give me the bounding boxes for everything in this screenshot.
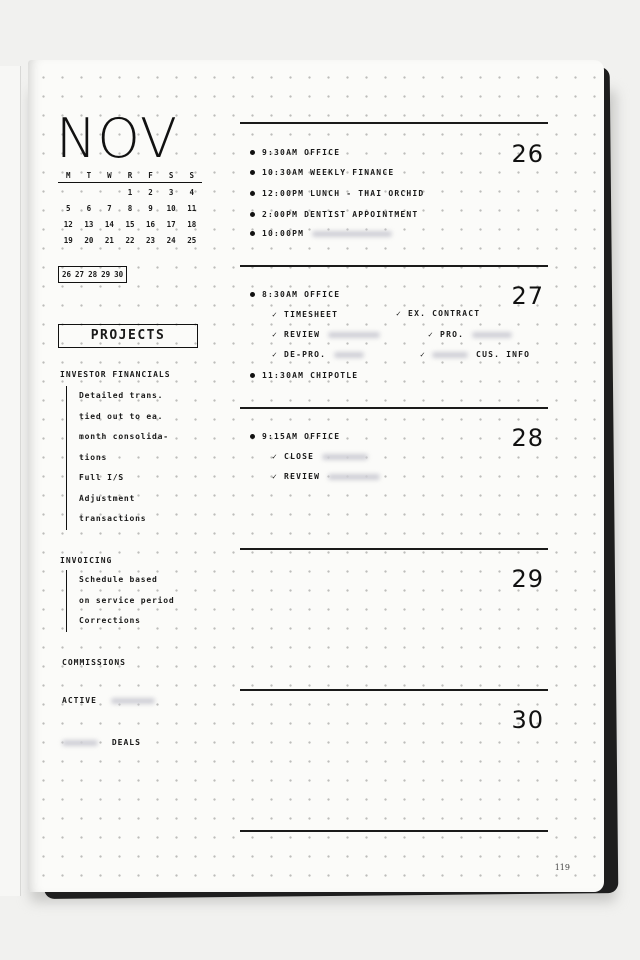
facing-page-edge <box>0 66 21 896</box>
investor-financials-notes <box>66 386 219 530</box>
calendar-day: 10 <box>166 204 176 213</box>
calendar-day: 12 <box>63 220 73 229</box>
note-line: Corrections <box>79 616 141 625</box>
day-divider <box>240 407 548 409</box>
redacted-text <box>312 231 392 237</box>
task-text: TIMESHEET <box>284 310 339 319</box>
note-line: on service period <box>79 595 175 605</box>
day-divider <box>240 122 548 124</box>
active-label: ACTIVE <box>62 696 97 705</box>
note-line: tied out to ea. <box>79 411 164 421</box>
note-line: Adjustment <box>79 493 136 503</box>
day-number: 29 <box>511 565 544 593</box>
calendar-day: 25 <box>187 236 197 245</box>
note-line: Schedule based <box>79 575 158 584</box>
deals-label: DEALS <box>111 738 141 747</box>
event-text: 10:30AM WEEKLY FINANCE <box>262 168 395 177</box>
note-line: Detailed trans. <box>79 391 164 400</box>
bullet-icon <box>250 434 255 439</box>
bullet-icon <box>250 212 255 217</box>
task-text: PRO. <box>440 330 465 339</box>
bullet-icon <box>250 170 255 175</box>
event-text: 9:30AM OFFICE <box>262 148 341 157</box>
task-check: ✓ CLOSE <box>272 452 368 461</box>
calendar-day: 30 <box>114 270 124 279</box>
event-item <box>250 229 392 238</box>
page-number: 119 <box>554 863 570 872</box>
calendar-day: 9 <box>148 204 153 213</box>
bullet-icon <box>250 292 255 297</box>
calendar-day: 22 <box>125 236 135 245</box>
note-line: month consolida- <box>79 432 169 441</box>
bullet-icon <box>250 150 255 155</box>
day-divider <box>240 548 548 550</box>
day-divider <box>240 265 548 267</box>
redacted-text <box>62 740 98 746</box>
calendar-week-row <box>58 185 202 201</box>
note-line: Full I/S <box>79 473 124 482</box>
event-text: 10:00PM <box>262 229 305 238</box>
calendar-day <box>79 185 100 201</box>
redacted-text <box>322 454 368 460</box>
bullet-icon <box>250 191 255 196</box>
weekday-label: M <box>66 171 71 180</box>
task-check: ✓ EX. CONTRACT <box>396 309 481 318</box>
event-item <box>250 148 340 157</box>
calendar-day: 2 <box>148 188 153 197</box>
calendar-day: 8 <box>127 204 133 213</box>
task-check: ✓ TIMESHEET <box>272 310 339 319</box>
notebook-page <box>28 60 604 892</box>
day-number: 28 <box>511 424 544 452</box>
calendar-day: 21 <box>104 236 114 245</box>
day-divider <box>240 689 548 691</box>
redacted-text <box>432 352 468 358</box>
task-check: ✓ DE-PRO. <box>272 350 364 359</box>
event-item <box>250 210 418 219</box>
event-item <box>250 168 394 177</box>
day-number: 27 <box>511 282 544 310</box>
task-text: CUS. INFO <box>476 350 531 359</box>
calendar-day: 7 <box>107 204 112 213</box>
calendar-day <box>58 185 79 201</box>
mini-calendar <box>58 170 202 279</box>
task-check: ✓ REVIEW <box>272 330 380 339</box>
day-number: 26 <box>511 140 544 168</box>
calendar-day: 14 <box>104 220 114 229</box>
invoicing-heading: INVOICING <box>60 556 113 565</box>
redacted-text <box>472 332 512 338</box>
weekday-label: S <box>168 171 174 180</box>
event-item <box>250 189 424 198</box>
calendar-day: 19 <box>63 236 73 245</box>
active-heading <box>62 696 155 705</box>
event-item <box>250 432 340 441</box>
calendar-day: 16 <box>146 220 156 229</box>
calendar-day <box>99 185 120 201</box>
task-text: REVIEW <box>284 330 321 339</box>
calendar-day: 18 <box>187 220 197 229</box>
calendar-day: 26 <box>62 270 72 279</box>
event-text: 8:30AM OFFICE <box>262 290 341 299</box>
day-number: 30 <box>511 706 544 734</box>
redacted-text <box>328 474 380 480</box>
weekday-label: W <box>107 171 112 180</box>
bullet-icon <box>250 231 255 236</box>
calendar-day: 6 <box>86 204 92 213</box>
task-check: ✓ REVIEW <box>272 472 380 481</box>
calendar-day: 28 <box>88 270 98 279</box>
bullet-icon <box>250 373 255 378</box>
projects-heading: PROJECTS <box>58 324 198 348</box>
calendar-day: 24 <box>166 236 176 245</box>
redacted-text <box>328 332 380 338</box>
month-title: NOV <box>56 107 178 170</box>
calendar-day: 15 <box>125 220 135 229</box>
redacted-text <box>111 698 155 704</box>
calendar-day: 29 <box>101 270 111 279</box>
event-item <box>250 290 340 299</box>
task-check: ✓ CUS. INFO <box>420 350 531 359</box>
calendar-week-row <box>58 233 202 249</box>
redacted-text <box>334 352 364 358</box>
event-text: 2:00PM DENTIST APPOINTMENT <box>262 210 419 219</box>
weekday-label: T <box>86 171 92 180</box>
note-line: transactions <box>79 514 147 523</box>
weekday-label: S <box>189 171 194 180</box>
event-text: 9:15AM OFFICE <box>262 432 341 441</box>
task-text: CLOSE <box>284 452 315 461</box>
calendar-day: 23 <box>146 236 156 245</box>
calendar-day: 17 <box>166 220 176 229</box>
calendar-day: 4 <box>189 188 194 197</box>
calendar-day: 20 <box>84 236 94 245</box>
day-divider <box>240 830 548 832</box>
calendar-day: 13 <box>84 220 94 229</box>
task-text: REVIEW <box>284 472 321 481</box>
task-check: ✓ PRO. <box>428 330 512 339</box>
calendar-day: 11 <box>187 204 197 213</box>
calendar-week-row <box>58 201 202 217</box>
task-text: DE-PRO. <box>284 350 327 359</box>
invoicing-notes <box>66 570 229 632</box>
note-line: tions <box>79 452 108 462</box>
calendar-day: 27 <box>75 270 85 279</box>
investor-financials-heading: INVESTOR FINANCIALS <box>60 370 171 379</box>
weekday-label: R <box>127 171 133 180</box>
calendar-week-row <box>58 217 202 233</box>
calendar-day: 3 <box>168 188 174 197</box>
weekday-label: F <box>148 171 153 180</box>
calendar-weekday-row <box>58 170 202 183</box>
calendar-day: 1 <box>127 188 133 197</box>
commissions-heading: COMMISSIONS <box>62 658 126 667</box>
calendar-day: 5 <box>66 204 71 213</box>
event-text: 11:30AM CHIPOTLE <box>262 371 359 380</box>
event-text: 12:00PM LUNCH - THAI ORCHID <box>262 189 425 198</box>
event-item <box>250 371 358 380</box>
deals-heading <box>62 738 141 747</box>
task-text: EX. CONTRACT <box>408 309 481 318</box>
current-week-highlight <box>58 266 127 283</box>
